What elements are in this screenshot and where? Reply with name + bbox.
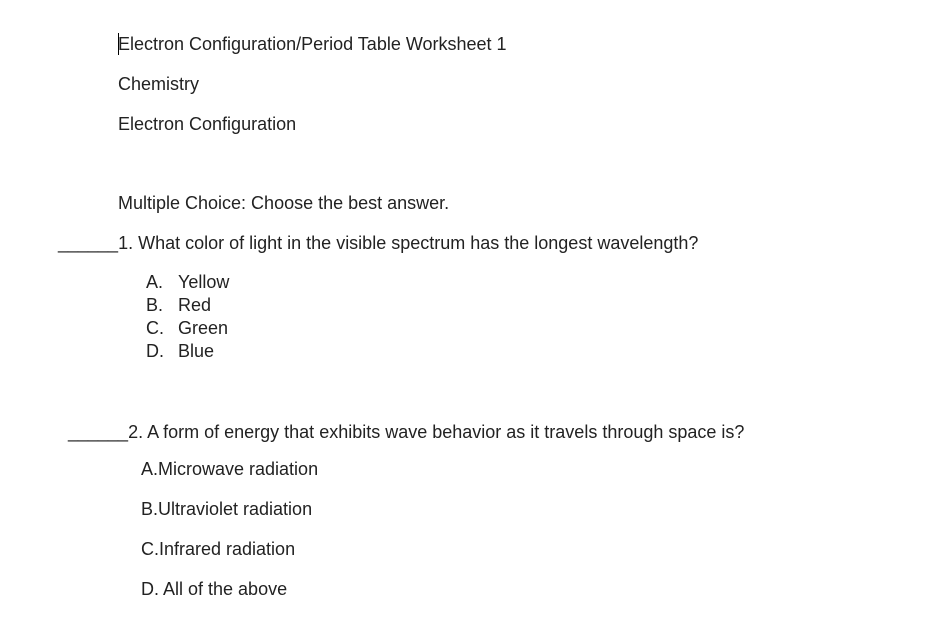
option-b: B.Ultraviolet radiation: [141, 499, 313, 519]
question-2: [68, 421, 744, 443]
option-d: [146, 340, 214, 362]
question-text: 2. A form of energy that exhibits wave behavior as it travels through space is?: [128, 422, 745, 442]
question-text: 1. What color of light in the visible spectrum has the longest wavelength?: [118, 233, 699, 253]
option-text: Green: [178, 318, 229, 338]
option-text: Blue: [178, 341, 215, 361]
option-text: Red: [178, 295, 212, 315]
option-c: [146, 317, 228, 339]
option-letter: A.: [146, 272, 164, 292]
option-d: D. All of the above: [141, 579, 288, 599]
option-b: [146, 294, 211, 316]
subject-line: Chemistry: [118, 74, 200, 94]
document-title: Electron Configuration/Period Table Worksheet 1: [118, 34, 507, 54]
option-a: A.Microwave radiation: [141, 459, 319, 479]
option-c: C.Infrared radiation: [141, 539, 296, 559]
option-a: [146, 271, 229, 293]
instructions: Multiple Choice: Choose the best answer.: [118, 193, 450, 213]
answer-blank: ______: [68, 422, 129, 442]
answer-blank: ______: [58, 233, 119, 253]
option-letter: C.: [146, 318, 164, 338]
topic-line: Electron Configuration: [118, 114, 297, 134]
option-letter: B.: [146, 295, 164, 315]
option-letter: D.: [146, 341, 164, 361]
question-1: [58, 232, 698, 254]
option-text: Yellow: [178, 272, 230, 292]
